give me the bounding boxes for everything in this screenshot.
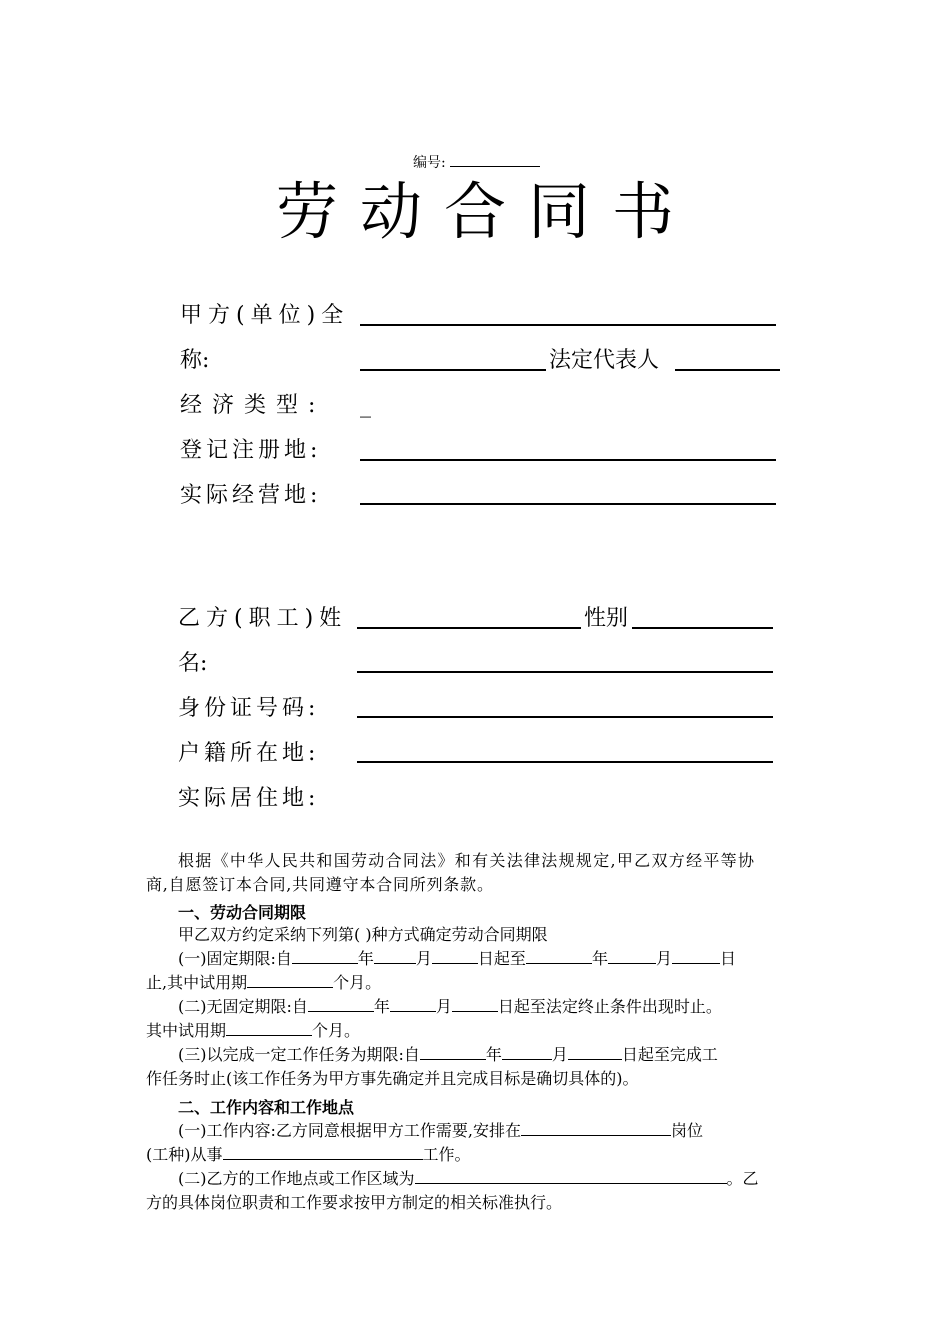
contract-number-blank[interactable] — [450, 154, 540, 167]
task-start-month[interactable] — [502, 1043, 552, 1060]
business-address-field[interactable] — [360, 503, 776, 505]
year-label: 年 — [357, 949, 374, 968]
section-2-title: 二、工作内容和工作地点 — [178, 1098, 355, 1117]
section-1-para: 甲乙双方约定采纳下列第( )种方式确定劳动合同期限 — [178, 925, 548, 944]
fixed-end-month[interactable] — [608, 947, 656, 964]
work-place-field[interactable] — [415, 1167, 727, 1184]
work-type-line — [146, 1143, 471, 1167]
work-place-line-2: 方的具体岗位职责和工作要求按甲方制定的相关标准执行。 — [146, 1193, 563, 1212]
party-b-name-label-cont: 名: — [178, 651, 208, 676]
fixed-term-line — [178, 947, 736, 971]
months-label: 个月。 — [333, 973, 382, 992]
fixed-start-day[interactable] — [432, 947, 478, 964]
contract-number-label: 编号: — [413, 155, 446, 171]
intro-line-1: 根据《中华人民共和国劳动合同法》和有关法律法规规定,甲乙双方经平等协 — [178, 851, 756, 870]
month-label: 月 — [655, 949, 672, 968]
party-a-name-field[interactable] — [360, 324, 776, 326]
household-field[interactable] — [357, 761, 773, 763]
post-field[interactable] — [521, 1119, 671, 1136]
party-b-name-field[interactable] — [357, 627, 581, 629]
year-label: 年 — [373, 997, 390, 1016]
fixed-probation-months[interactable] — [247, 971, 333, 988]
post-label: 岗位 — [670, 1121, 703, 1140]
months-label: 个月。 — [312, 1021, 361, 1040]
open-start-year[interactable] — [308, 995, 374, 1012]
work-content-label: (一)工作内容:乙方同意根据甲方工作需要,安排在 — [178, 1121, 521, 1140]
day-from-to-label: 日起至 — [477, 949, 526, 968]
document-title: 劳动合同书 — [275, 175, 696, 248]
party-a-name-label-cont: 称: — [180, 348, 210, 373]
open-probation-months[interactable] — [226, 1019, 312, 1036]
business-address-label: 实际经营地: — [180, 483, 322, 508]
household-label: 户籍所在地: — [178, 741, 320, 766]
work-content-line — [178, 1119, 703, 1143]
residence-label: 实际居住地: — [178, 786, 320, 811]
day-label: 日 — [719, 949, 736, 968]
month-label: 月 — [415, 949, 432, 968]
work-type-field[interactable] — [223, 1143, 423, 1160]
id-number-label: 身份证号码: — [178, 696, 320, 721]
party-b-name-field-2[interactable] — [357, 671, 773, 673]
gender-label: 性别 — [584, 606, 629, 631]
task-term-label: (三)以完成一定工作任务为期限:自 — [178, 1045, 420, 1064]
work-type-label: (工种)从事 — [146, 1145, 223, 1164]
intro-line-2: 商,自愿签订本合同,共同遵守本合同所列条款。 — [146, 875, 494, 894]
fixed-end-year[interactable] — [526, 947, 592, 964]
economic-type-field[interactable]: _ — [360, 393, 371, 418]
open-term-end-label: 日起至法定终止条件出现时止。 — [497, 997, 722, 1016]
fixed-term-probation-line — [146, 971, 381, 995]
contract-number — [413, 152, 540, 172]
open-start-month[interactable] — [390, 995, 436, 1012]
open-term-probation-line — [146, 1019, 360, 1043]
task-start-day[interactable] — [568, 1043, 622, 1060]
work-place-line — [178, 1167, 759, 1191]
year-label: 年 — [485, 1045, 502, 1064]
party-b-name-label: 乙方(职工)姓 — [178, 606, 348, 631]
open-term-line — [178, 995, 722, 1019]
registered-address-field[interactable] — [360, 459, 776, 461]
work-place-label: (二)乙方的工作地点或工作区域为 — [178, 1169, 415, 1188]
year-label: 年 — [591, 949, 608, 968]
section-1-title: 一、劳动合同期限 — [178, 903, 307, 922]
open-term-label: (二)无固定期限:自 — [178, 997, 308, 1016]
gender-field[interactable] — [632, 627, 773, 629]
month-label: 月 — [551, 1045, 568, 1064]
party-a-name-label: 甲方(单位)全 — [180, 303, 350, 328]
fixed-start-year[interactable] — [292, 947, 358, 964]
party-a-name-field-2[interactable] — [360, 369, 546, 371]
id-number-field[interactable] — [357, 716, 773, 718]
probation-label: 其中试用期 — [146, 1021, 227, 1040]
legal-rep-field[interactable] — [675, 369, 780, 371]
fixed-start-month[interactable] — [374, 947, 416, 964]
task-term-line — [178, 1043, 718, 1067]
registered-address-label: 登记注册地: — [180, 438, 322, 463]
economic-type-label: 经济类型: — [180, 393, 326, 418]
fixed-end-day[interactable] — [672, 947, 720, 964]
fixed-term-label: (一)固定期限:自 — [178, 949, 292, 968]
work-place-end-label: 。乙 — [726, 1169, 759, 1188]
task-term-end-label: 日起至完成工 — [621, 1045, 718, 1064]
work-end-label: 工作。 — [422, 1145, 471, 1164]
task-term-line-2: 作任务时止(该工作任务为甲方事先确定并且完成目标是确切具体的)。 — [146, 1069, 639, 1088]
open-start-day[interactable] — [452, 995, 498, 1012]
legal-rep-label: 法定代表人 — [549, 348, 660, 373]
task-start-year[interactable] — [420, 1043, 486, 1060]
probation-label: 止,其中试用期 — [146, 973, 248, 992]
month-label: 月 — [435, 997, 452, 1016]
